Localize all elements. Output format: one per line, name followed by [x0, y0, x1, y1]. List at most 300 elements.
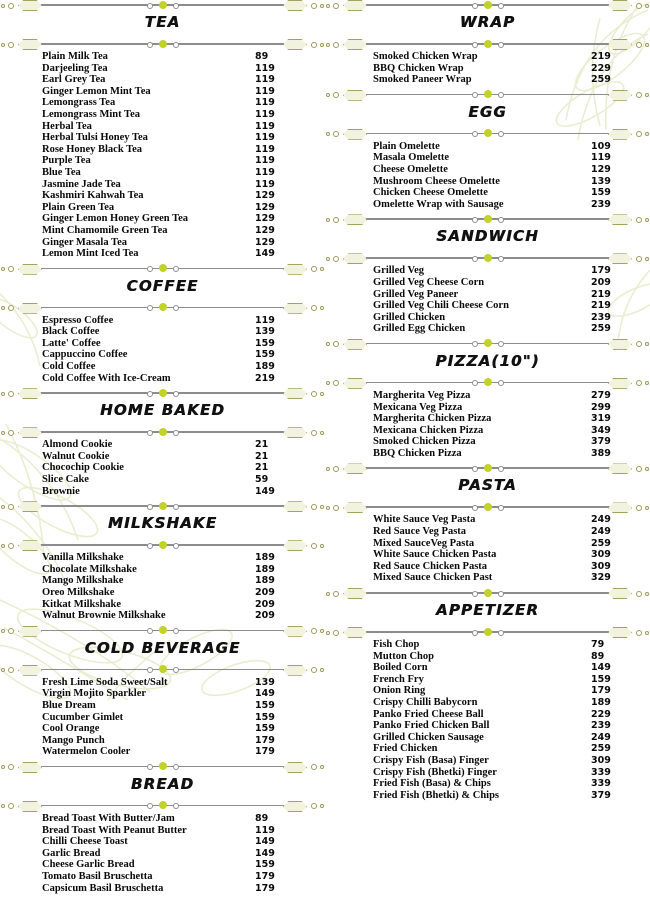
menu-item-name: Smoked Chicken Wrap — [373, 51, 478, 62]
menu-item-price: 149 — [255, 688, 275, 700]
menu-item-name: Kashmiri Kahwah Tea — [42, 190, 144, 202]
menu-item-name: Tomato Basil Bruschetta — [42, 870, 153, 882]
menu-item-price: 129 — [255, 213, 275, 225]
menu-item-row — [0, 213, 325, 225]
ornament-divider — [0, 388, 325, 397]
section-title-text: EGG — [468, 102, 507, 121]
menu-item-row — [325, 199, 650, 211]
menu-item-name: Vanilla Milkshake — [42, 552, 124, 564]
menu-item-name: Crispy Fish (Basa) Finger — [373, 754, 489, 766]
ornament-divider — [325, 378, 650, 387]
menu-item-price: 259 — [591, 537, 611, 549]
menu-item-row — [325, 176, 650, 188]
section-title-text: COLD BEVERAGE — [84, 638, 241, 657]
section-header-bread — [0, 771, 325, 801]
menu-item-name: Ginger Lemon Mint Tea — [42, 85, 151, 97]
menu-item-price: 209 — [255, 610, 275, 622]
menu-item-row — [325, 425, 650, 437]
menu-item-price: 89 — [255, 51, 269, 62]
menu-item-price: 279 — [591, 389, 611, 401]
menu-item-price: 219 — [591, 51, 611, 62]
menu-item-price: 119 — [255, 155, 275, 167]
menu-item-name: Mexicana Veg Pizza — [373, 401, 463, 413]
section-header-wrap — [325, 9, 650, 39]
menu-item-row — [0, 723, 325, 735]
menu-item-name: Black Coffee — [42, 326, 100, 338]
menu-item-list-wrap — [325, 48, 650, 90]
menu-item-name: Cheese Omelette — [373, 163, 448, 175]
menu-item-name: Cold Coffee With Ice-Cream — [42, 372, 171, 384]
menu-section-appetizer — [325, 588, 650, 805]
menu-item-name: Grilled Chicken — [373, 311, 446, 323]
menu-item-list-bread — [0, 810, 325, 898]
section-title-text: PASTA — [458, 476, 517, 495]
menu-section-pasta — [325, 463, 650, 588]
menu-item-row — [0, 51, 325, 63]
ornament-divider — [325, 39, 650, 48]
menu-item-price: 159 — [255, 859, 275, 871]
section-header-sandwich — [325, 223, 650, 253]
menu-item-row — [325, 312, 650, 324]
menu-item-price: 119 — [255, 314, 275, 326]
menu-item-price: 179 — [255, 882, 275, 894]
menu-item-name: Purple Tea — [42, 155, 91, 167]
menu-item-price: 139 — [591, 175, 611, 187]
menu-item-name: Grilled Chicken Sausage — [373, 731, 484, 743]
ornament-divider — [0, 626, 325, 635]
menu-section-bread — [0, 762, 325, 898]
menu-item-name: Fried Chicken — [373, 743, 438, 755]
menu-item-row — [325, 572, 650, 584]
menu-item-price: 239 — [591, 720, 611, 732]
section-title-text: TEA — [144, 13, 181, 31]
menu-item-name: Kitkat Milkshake — [42, 598, 122, 610]
menu-item-row — [325, 767, 650, 779]
menu-item-price: 119 — [591, 152, 611, 164]
menu-item-name: Mexicana Chicken Pizza — [373, 424, 484, 436]
menu-item-price: 179 — [255, 870, 275, 882]
menu-section-coffee — [0, 264, 325, 389]
menu-item-price: 299 — [591, 401, 611, 413]
menu-item-price: 179 — [255, 734, 275, 746]
menu-item-price: 21 — [255, 450, 269, 462]
menu-item-name: Mushroom Cheese Omelette — [373, 175, 500, 187]
menu-item-name: Earl Grey Tea — [42, 74, 106, 86]
menu-item-name: White Sauce Veg Pasta — [373, 514, 476, 526]
menu-item-price: 219 — [255, 372, 275, 384]
ornament-divider — [325, 90, 650, 99]
menu-item-price: 149 — [255, 847, 275, 859]
menu-item-row — [325, 549, 650, 561]
menu-item-list-coffee — [0, 312, 325, 389]
menu-item-list-appetizer — [325, 636, 650, 805]
menu-item-row — [0, 883, 325, 895]
menu-item-row — [0, 439, 325, 451]
menu-item-name: Ginger Lemon Honey Green Tea — [42, 213, 189, 225]
menu-item-row — [325, 561, 650, 573]
menu-item-name: Fish Chop — [373, 639, 420, 651]
menu-item-price: 239 — [591, 198, 611, 210]
menu-item-price: 379 — [591, 436, 611, 448]
menu-item-name: Espresso Coffee — [42, 314, 114, 326]
menu-item-name: BBQ Chicken Wrap — [373, 62, 464, 74]
menu-item-price: 209 — [591, 276, 611, 288]
menu-item-price: 189 — [255, 361, 275, 373]
menu-item-price: 189 — [255, 563, 275, 575]
menu-item-row — [325, 639, 650, 651]
menu-item-price: 119 — [255, 132, 275, 144]
ornament-divider — [325, 588, 650, 597]
menu-item-row — [325, 323, 650, 335]
ornament-divider — [0, 665, 325, 674]
menu-item-row — [0, 825, 325, 837]
menu-item-price: 309 — [591, 560, 611, 572]
menu-item-row — [0, 610, 325, 622]
menu-item-row — [0, 86, 325, 98]
ornament-divider — [325, 502, 650, 511]
menu-item-list-pasta — [325, 511, 650, 588]
menu-item-list-milkshake — [0, 549, 325, 626]
menu-item-list-sandwich — [325, 262, 650, 339]
menu-item-row — [0, 700, 325, 712]
menu-item-name: Blue Tea — [42, 166, 81, 178]
menu-item-row — [0, 859, 325, 871]
menu-item-row — [0, 564, 325, 576]
menu-item-price: 389 — [591, 447, 611, 459]
menu-item-row — [325, 709, 650, 721]
menu-item-price: 229 — [591, 62, 611, 74]
menu-item-price: 179 — [591, 685, 611, 697]
menu-item-name: Fresh Lime Soda Sweet/Salt — [42, 676, 168, 688]
menu-item-price: 89 — [255, 812, 269, 824]
menu-item-row — [0, 315, 325, 327]
menu-item-name: Plain Omelette — [373, 140, 440, 152]
menu-item-price: 239 — [591, 311, 611, 323]
menu-item-name: Red Sauce Veg Pasta — [373, 526, 467, 538]
menu-item-row — [0, 190, 325, 202]
menu-item-row — [325, 448, 650, 460]
menu-item-row — [325, 164, 650, 176]
menu-item-name: Rose Honey Black Tea — [42, 143, 143, 155]
section-header-egg — [325, 99, 650, 129]
menu-item-price: 349 — [591, 424, 611, 436]
menu-item-row — [0, 97, 325, 109]
menu-item-price: 139 — [255, 676, 275, 688]
menu-item-row — [325, 514, 650, 526]
menu-item-row — [0, 813, 325, 825]
menu-item-price: 119 — [255, 178, 275, 190]
menu-section-sandwich — [325, 214, 650, 339]
menu-item-price: 379 — [591, 789, 611, 801]
menu-item-row — [325, 538, 650, 550]
menu-item-name: Chocolate Milkshake — [42, 563, 137, 575]
menu-item-price: 139 — [255, 326, 275, 338]
menu-item-row — [325, 402, 650, 414]
menu-item-price: 189 — [591, 697, 611, 708]
menu-item-name: Herbal Tulsi Honey Tea — [42, 132, 148, 144]
menu-item-name: Virgin Mojito Sparkler — [42, 688, 147, 700]
menu-item-row — [0, 552, 325, 564]
menu-item-row — [0, 599, 325, 611]
menu-item-row — [325, 778, 650, 790]
menu-item-row — [325, 732, 650, 744]
menu-item-row — [0, 121, 325, 133]
menu-section-milkshake — [0, 501, 325, 626]
menu-item-name: Panko Fried Chicken Ball — [373, 720, 490, 732]
menu-item-name: Cucumber Gimlet — [42, 711, 124, 723]
menu-item-name: Watermelon Cooler — [42, 746, 131, 758]
menu-item-name: Onion Ring — [373, 685, 426, 697]
menu-item-price: 129 — [255, 201, 275, 213]
menu-item-price: 189 — [255, 575, 275, 587]
menu-item-row — [325, 674, 650, 686]
section-header-appetizer — [325, 597, 650, 627]
ornament-divider — [0, 0, 325, 9]
section-title-text: WRAP — [459, 13, 516, 31]
section-header-coffee — [0, 273, 325, 303]
menu-item-name: Chicken Cheese Omelette — [373, 187, 488, 199]
menu-item-price: 129 — [255, 224, 275, 236]
menu-item-row — [0, 361, 325, 373]
menu-item-price: 21 — [255, 462, 269, 474]
menu-item-price: 119 — [255, 97, 275, 109]
menu-item-name: Plain Milk Tea — [42, 51, 108, 62]
menu-item-row — [0, 155, 325, 167]
menu-item-name: Cool Orange — [42, 723, 100, 735]
menu-item-name: Bread Toast With Peanut Butter — [42, 824, 187, 836]
section-header-milkshake — [0, 510, 325, 540]
menu-item-price: 309 — [591, 754, 611, 766]
menu-item-row — [0, 167, 325, 179]
menu-item-row — [0, 248, 325, 260]
menu-item-name: Mutton Chop — [373, 650, 434, 662]
menu-item-row — [325, 662, 650, 674]
ornament-divider — [0, 264, 325, 273]
menu-item-row — [325, 51, 650, 63]
menu-item-price: 59 — [255, 474, 269, 486]
menu-item-name: Plain Green Tea — [42, 201, 115, 213]
menu-right-column — [325, 0, 650, 801]
menu-section-tea — [0, 0, 325, 264]
menu-item-price: 159 — [255, 711, 275, 723]
menu-item-price: 21 — [255, 439, 269, 451]
menu-item-name: Bread Toast With Butter/Jam — [42, 812, 175, 824]
menu-item-name: Margherita Chicken Pizza — [373, 413, 492, 425]
menu-item-name: Mixed Sauce Chicken Past — [373, 572, 493, 584]
menu-section-cold-beverage — [0, 626, 325, 762]
menu-item-price: 149 — [591, 662, 611, 674]
menu-item-name: Smoked Paneer Wrap — [373, 74, 472, 86]
menu-item-name: Fried Fish (Bhetki) & Chips — [373, 789, 500, 801]
menu-item-row — [325, 436, 650, 448]
menu-item-price: 159 — [255, 723, 275, 735]
menu-item-row — [325, 413, 650, 425]
section-header-cold-beverage — [0, 635, 325, 665]
menu-item-row — [0, 109, 325, 121]
menu-item-name: Grilled Veg — [373, 265, 425, 277]
menu-item-price: 119 — [255, 74, 275, 86]
menu-item-row — [325, 265, 650, 277]
menu-item-name: Capsicum Basil Bruschetta — [42, 882, 164, 894]
menu-item-name: Masala Omelette — [373, 152, 450, 164]
menu-item-row — [0, 74, 325, 86]
menu-item-price: 109 — [591, 140, 611, 152]
section-title-text: COFFEE — [126, 276, 199, 295]
menu-item-row — [325, 697, 650, 709]
menu-item-name: Garlic Bread — [42, 847, 101, 859]
menu-item-price: 79 — [591, 639, 605, 651]
menu-item-row — [325, 277, 650, 289]
menu-item-name: Herbal Tea — [42, 120, 92, 132]
menu-item-price: 259 — [591, 74, 611, 86]
ornament-divider — [0, 501, 325, 510]
menu-item-price: 119 — [255, 85, 275, 97]
menu-item-name: Jasmine Jade Tea — [42, 178, 121, 190]
menu-item-name: Mango Punch — [42, 734, 105, 746]
ornament-divider — [325, 339, 650, 348]
menu-item-row — [325, 300, 650, 312]
menu-item-name: White Sauce Chicken Pasta — [373, 549, 497, 561]
menu-item-name: Red Sauce Chicken Pasta — [373, 560, 488, 572]
menu-item-row — [325, 651, 650, 663]
section-title-text: BREAD — [130, 774, 195, 793]
menu-item-name: Panko Fried Cheese Ball — [373, 708, 484, 720]
menu-item-list-tea — [0, 48, 325, 264]
menu-item-row — [0, 688, 325, 700]
menu-item-row — [325, 187, 650, 199]
menu-item-name: Margherita Veg Pizza — [373, 389, 471, 401]
menu-item-name: Grilled Egg Chicken — [373, 323, 466, 335]
menu-item-price: 159 — [591, 187, 611, 199]
menu-item-name: Lemongrass Tea — [42, 97, 116, 109]
menu-item-row — [325, 289, 650, 301]
menu-item-row — [0, 836, 325, 848]
ornament-divider — [325, 214, 650, 223]
section-header-home-baked — [0, 397, 325, 427]
section-title-text: APPETIZER — [435, 601, 540, 620]
section-title-text: MILKSHAKE — [107, 514, 218, 533]
menu-section-egg — [325, 90, 650, 215]
menu-item-name: Chocochip Cookie — [42, 462, 124, 474]
section-header-pizza-10 — [325, 348, 650, 378]
menu-item-row — [0, 746, 325, 758]
menu-item-price: 149 — [255, 485, 275, 497]
menu-item-row — [325, 743, 650, 755]
menu-item-price: 119 — [255, 62, 275, 74]
menu-item-price: 339 — [591, 766, 611, 778]
menu-item-name: Brownie — [42, 485, 80, 497]
menu-item-row — [0, 144, 325, 156]
menu-section-home-baked — [0, 388, 325, 501]
menu-item-row — [0, 462, 325, 474]
section-title-text: PIZZA(10") — [435, 351, 540, 370]
menu-item-row — [0, 202, 325, 214]
menu-item-price: 89 — [591, 650, 605, 662]
menu-item-price: 119 — [255, 143, 275, 155]
menu-item-row — [0, 338, 325, 350]
menu-item-row — [325, 755, 650, 767]
menu-item-price: 159 — [591, 673, 611, 685]
menu-item-price: 159 — [255, 337, 275, 349]
menu-item-price: 129 — [255, 236, 275, 248]
menu-item-name: Walnut Brownie Milkshake — [42, 610, 166, 622]
ornament-divider — [325, 129, 650, 138]
menu-item-price: 159 — [255, 699, 275, 711]
section-title-text: SANDWICH — [436, 227, 539, 246]
menu-item-price: 309 — [591, 549, 611, 561]
ornament-divider — [325, 0, 650, 9]
menu-item-price: 319 — [591, 413, 611, 425]
menu-item-row — [0, 63, 325, 75]
menu-item-price: 189 — [255, 552, 275, 564]
menu-item-name: Mango Milkshake — [42, 575, 124, 587]
menu-item-row — [0, 225, 325, 237]
menu-item-price: 209 — [255, 587, 275, 598]
menu-item-price: 129 — [255, 190, 275, 202]
menu-item-price: 219 — [591, 288, 611, 300]
menu-item-name: Slice Cake — [42, 474, 89, 486]
menu-item-price: 249 — [591, 526, 611, 538]
menu-item-name: BBQ Chicken Pizza — [373, 447, 462, 459]
ornament-divider — [0, 303, 325, 312]
menu-item-name: Omelette Wrap with Sausage — [373, 198, 504, 210]
menu-item-price: 259 — [591, 323, 611, 335]
menu-item-row — [325, 390, 650, 402]
menu-item-list-cold-beverage — [0, 674, 325, 762]
menu-item-name: Grilled Veg Chili Cheese Corn — [373, 300, 509, 312]
ornament-divider — [0, 427, 325, 436]
menu-item-row — [0, 575, 325, 587]
menu-item-price: 249 — [591, 514, 611, 526]
menu-section-wrap — [325, 0, 650, 90]
menu-item-price: 149 — [255, 836, 275, 848]
menu-item-name: Walnut Cookie — [42, 450, 110, 462]
menu-item-row — [0, 712, 325, 724]
menu-item-row — [0, 677, 325, 689]
menu-item-row — [325, 526, 650, 538]
menu-item-price: 119 — [255, 120, 275, 132]
menu-item-price: 179 — [591, 265, 611, 277]
menu-item-price: 119 — [255, 108, 275, 120]
menu-section-pizza-10 — [325, 339, 650, 464]
menu-item-name: Boiled Corn — [373, 662, 428, 674]
menu-item-row — [0, 349, 325, 361]
menu-item-name: Latte' Coffee — [42, 337, 101, 349]
menu-item-price: 339 — [591, 778, 611, 790]
menu-item-row — [0, 735, 325, 747]
menu-item-list-pizza-10 — [325, 387, 650, 464]
menu-item-name: Mixed SauceVeg Pasta — [373, 537, 475, 549]
ornament-divider — [0, 762, 325, 771]
menu-item-name: Cold Coffee — [42, 361, 96, 373]
menu-item-name: Almond Cookie — [42, 439, 113, 451]
menu-item-row — [325, 152, 650, 164]
menu-item-row — [0, 486, 325, 498]
menu-item-price: 149 — [255, 248, 275, 260]
ornament-divider — [0, 39, 325, 48]
menu-item-price: 119 — [255, 166, 275, 178]
menu-item-name: Lemon Mint Iced Tea — [42, 248, 139, 260]
menu-item-price: 249 — [591, 731, 611, 743]
menu-item-row — [0, 132, 325, 144]
ornament-divider — [325, 627, 650, 636]
menu-item-row — [0, 179, 325, 191]
menu-item-name: Cheese Garlic Bread — [42, 859, 135, 871]
menu-item-row — [325, 685, 650, 697]
menu-item-price: 219 — [591, 300, 611, 312]
menu-item-row — [0, 871, 325, 883]
menu-item-name: Grilled Veg Cheese Corn — [373, 276, 485, 288]
